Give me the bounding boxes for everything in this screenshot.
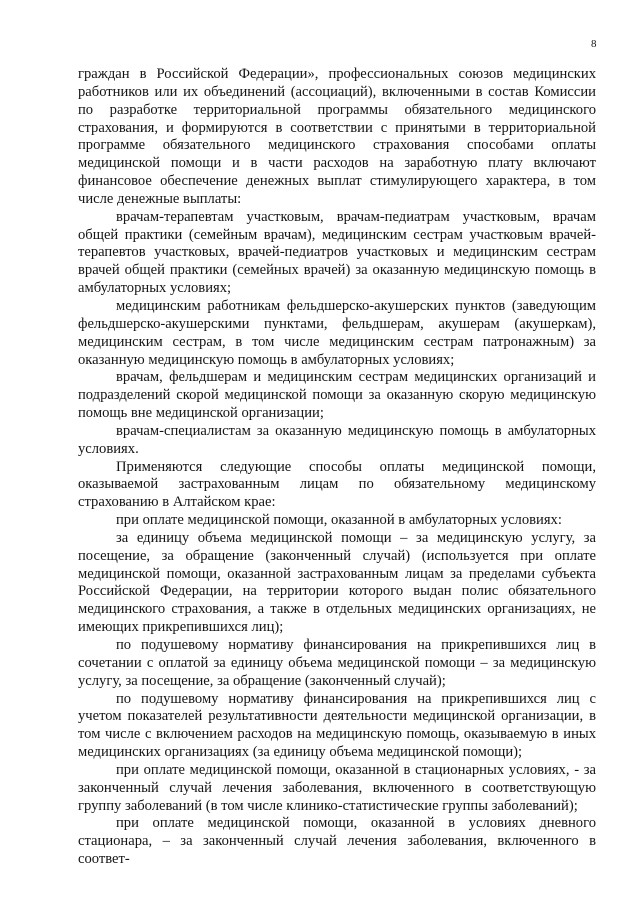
paragraph-continuation: граждан в Российской Федерации», профессиональных союзов медицинских работников или их объединений (ассоциаций), включенными в состав Комиссии по разработке территориальной программы обязательного медицинского страхования, и формируются в соответствии с принятыми в территориальной программе обязательного медицинского страхования способами оплаты медицинской помощи и в части расходов на заработную плату включают финансовое обеспечение денежных выплат стимулирующего характера, в том числе денежные выплаты: <box>78 66 596 207</box>
paragraph-per-capita-performance: по подушевому нормативу финансирования на прикрепившихся лиц с учетом показателей результативности деятельности медицинской организации, в том числе с включением расходов на медицинскую помощь, оказываемую в иных медицинских организациях (за единицу объема медицинской помощи); <box>78 690 596 761</box>
paragraph-per-capita-combined: по подушевому нормативу финансирования на прикрепившихся лиц в сочетании с оплатой за единицу объема медицинской помощи – за медицинскую услугу, за посещение, за обращение (законченный случай); <box>78 637 596 689</box>
paragraph-district-doctors: врачам-терапевтам участковым, врачам-педиатрам участковым, врачам общей практики (семейным врачам), медицинским сестрам участковым врачей-терапевтов участковых, врачей-педиатров участковых и медицинским сестрам врачей общей практики (семейных врачей) за оказанную медицинскую помощь в амбулаторных условиях; <box>78 208 596 297</box>
paragraph-emergency-care: врачам, фельдшерам и медицинским сестрам медицинских организаций и подразделений скорой медицинской помощи за оказанную скорую медицинскую помощь вне медицинской организации; <box>78 369 596 422</box>
paragraph-inpatient: при оплате медицинской помощи, оказанной в стационарных условиях, - за законченный случай лечения заболевания, включенного в соответствующую группу заболеваний (в том числе клинико-статистические группы заболеваний); <box>78 761 596 814</box>
paragraph-per-unit-volume: за единицу объема медицинской помощи – за медицинскую услугу, за посещение, за обращение (законченный случай) (используется при оплате медицинской помощи, оказанной застрахованным лицам за пределами субъекта Российской Федерации, на территории которого выдан полис обязательного медицинского страхования, а также в отдельных медицинских организациях, не имеющих прикрепившихся лиц); <box>78 529 596 636</box>
paragraph-outpatient-heading: при оплате медицинской помощи, оказанной в амбулаторных условиях: <box>116 512 562 529</box>
document-body <box>78 66 596 869</box>
paragraph-feldsher-points: медицинским работникам фельдшерско-акушерских пунктов (заведующим фельдшерско-акушерскими пунктами, фельдшерам, акушерам (акушеркам), медицинским сестрам, в том числе медицинским сестрам патронажным) за оказанную медицинскую помощь в амбулаторных условиях; <box>78 297 596 368</box>
page-number: 8 <box>591 38 597 50</box>
paragraph-payment-methods-intro: Применяются следующие способы оплаты медицинской помощи, оказываемой застрахованным лицам по обязательному медицинскому страхованию в Алтайском крае: <box>78 458 596 511</box>
paragraph-specialists: врачам-специалистам за оказанную медицинскую помощь в амбулаторных условиях. <box>78 422 596 457</box>
paragraph-day-hospital: при оплате медицинской помощи, оказанной в условиях дневного стационара, – за законченный случай лечения заболевания, включенного в соответ- <box>78 815 596 868</box>
